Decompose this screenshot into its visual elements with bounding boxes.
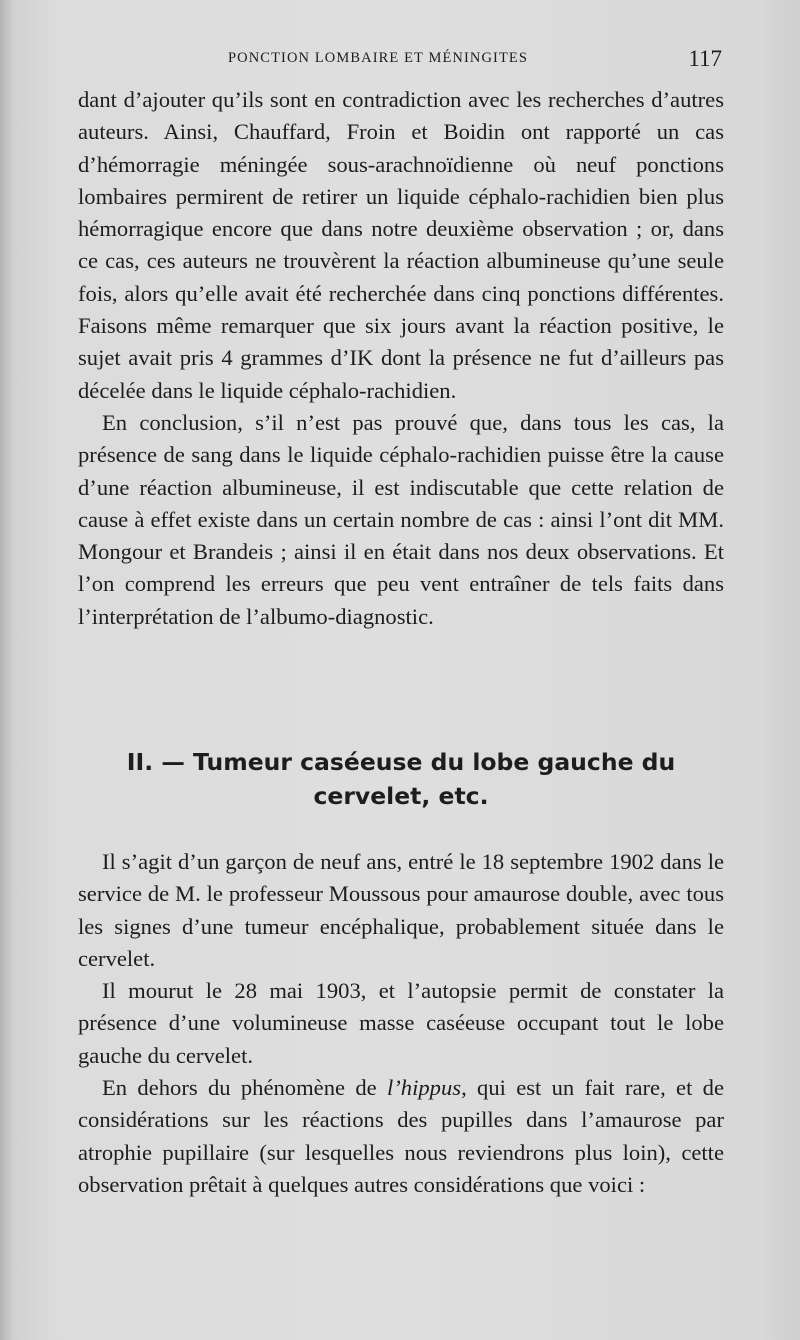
- paragraph: Il s’agit d’un garçon de neuf ans, entré le 18 septembre 1902 dans le service de M. le professeur Moussous pour amaurose double, avec tous les signes d’une tumeur encéphalique, probablement située dans le cervelet.: [78, 849, 724, 971]
- section-heading-line-1: II. — Tumeur caséeuse du lobe gauche du: [126, 748, 676, 776]
- page-number: 117: [688, 46, 722, 71]
- italic-term: l’hippus: [387, 1075, 462, 1101]
- paragraph-text: , qui est un fait rare, et de considérations sur les réactions des pupilles dans l’amaurose par atrophie pupillaire (sur lesquelles nous reviendrons plus loin), cette observation prêtait à quelques autres considérations que voici :: [78, 1075, 724, 1197]
- paragraph: En conclusion, s’il n’est pas prouvé que, dans tous les cas, la présence de sang dans le liquide céphalo-rachidien puisse être la cause d’une réaction albumineuse, il est indiscutable que cette relation de cause à effet existe dans un certain nombre de cas : ainsi l’ont dit MM. Mongour et Brandeis ; ainsi il en était dans nos deux observations. Et l’on comprend les erreurs que peu vent entraîner de tels faits dans l’interprétation de l’albumo-diagnostic.: [78, 409, 724, 629]
- page-header: [78, 46, 724, 74]
- paragraph-text: En dehors du phénomène de: [102, 1075, 387, 1101]
- paragraph: [78, 1072, 724, 1201]
- body-text-top: [78, 84, 724, 633]
- section-heading-line-2: cervelet, etc.: [313, 782, 489, 810]
- paragraph: Il mourut le 28 mai 1903, et l’autopsie permit de constater la présence d’une volumineuse masse caséeuse occupant tout le lobe gauche du cervelet.: [78, 978, 724, 1068]
- body-text-bottom: [78, 846, 724, 1201]
- section-heading: [78, 745, 724, 813]
- paragraph: dant d’ajouter qu’ils sont en contradiction avec les recherches d’autres auteurs. Ainsi, Chauffard, Froin et Boidin ont rapporté un cas d’hémorragie méningée sous-arachnoïdienne où neuf ponctions lombaires permirent de retirer un liquide céphalo-rachidien bien plus hémorragique encore que dans notre deuxième observation ; or, dans ce cas, ces auteurs ne trouvèrent la réaction albumineuse qu’une seule fois, alors qu’elle avait été recherchée dans cinq ponctions différentes. Faisons même remarquer que six jours avant la réaction positive, le sujet avait pris 4 grammes d’IK dont la présence ne fut d’ailleurs pas décelée dans le liquide céphalo-rachidien.: [78, 87, 724, 403]
- running-head: PONCTION LOMBAIRE ET MÉNINGITES: [228, 50, 529, 66]
